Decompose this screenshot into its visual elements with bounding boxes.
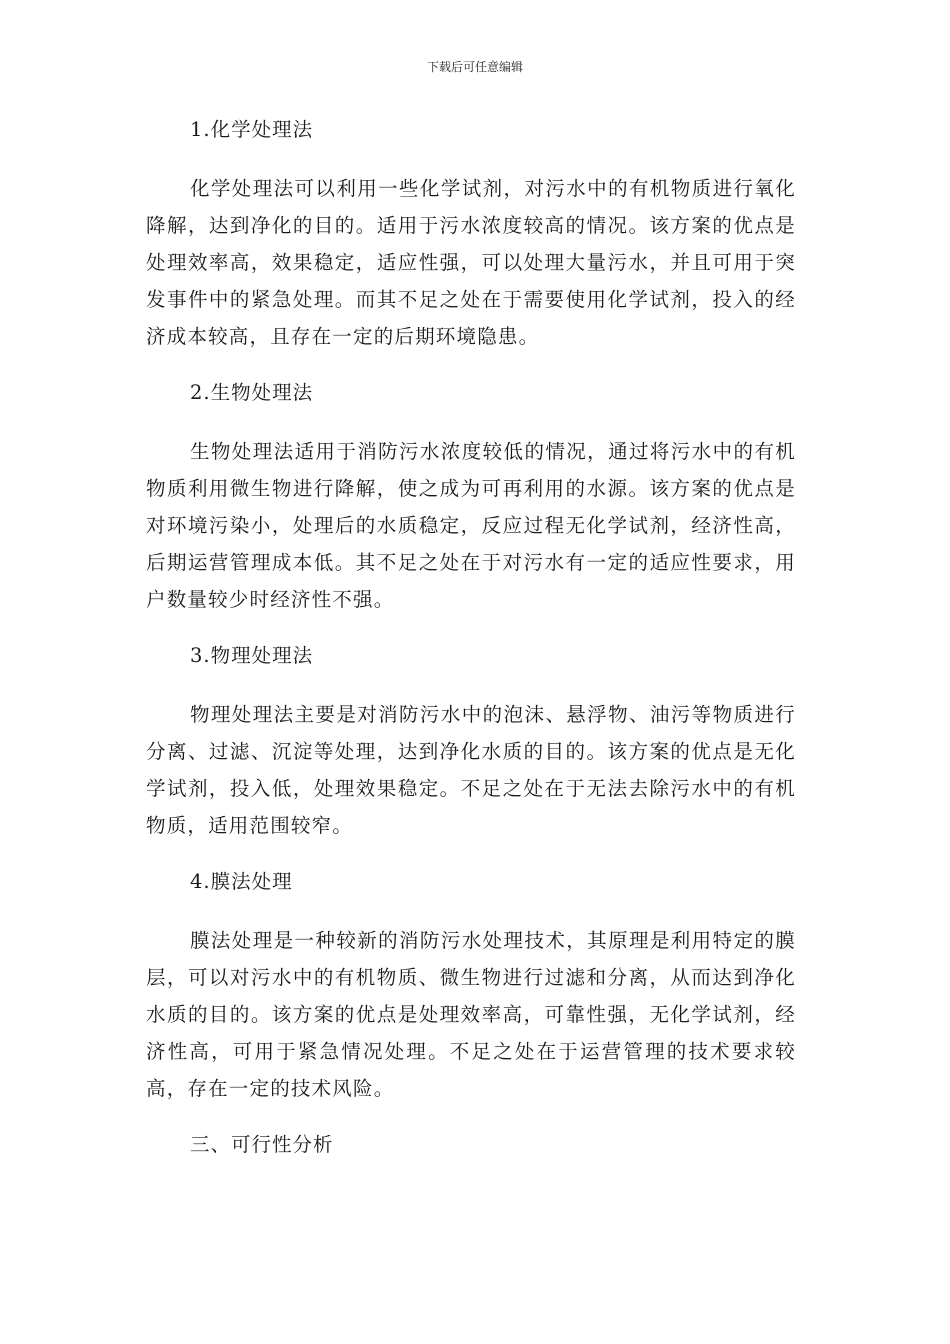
section-heading-biological: 2.生物处理法 <box>190 381 314 404</box>
section-paragraph-biological: 生物处理法适用于消防污水浓度较低的情况，通过将污水中的有机物质利用微生物进行降解，使之成为可再利用的水源。该方案的优点是对环境污染小，处理后的水质稳定，反应过程无化学试剂，经济性高，后期运营管理成本低。其不足之处在于对污水有一定的适应性要求，用户数量较少时经济性不强。 <box>146 440 796 611</box>
section-heading-chemical: 1.化学处理法 <box>190 118 314 141</box>
section-paragraph-physical: 物理处理法主要是对消防污水中的泡沫、悬浮物、油污等物质进行分离、过滤、沉淀等处理，达到净化水质的目的。该方案的优点是无化学试剂，投入低，处理效果稳定。不足之处在于无法去除污水中的有机物质，适用范围较窄。 <box>146 703 796 837</box>
feasibility-analysis-heading: 三、可行性分析 <box>190 1133 334 1156</box>
section-heading-membrane: 4.膜法处理 <box>190 870 293 893</box>
section-heading-physical: 3.物理处理法 <box>190 644 314 667</box>
section-paragraph-chemical: 化学处理法可以利用一些化学试剂，对污水中的有机物质进行氧化降解，达到净化的目的。适用于污水浓度较高的情况。该方案的优点是处理效率高，效果稳定，适应性强，可以处理大量污水，并且可用于突发事件中的紧急处理。而其不足之处在于需要使用化学试剂，投入的经济成本较高，且存在一定的后期环境隐患。 <box>146 177 796 348</box>
page-header-note: 下载后可任意编辑 <box>426 60 523 74</box>
section-paragraph-membrane: 膜法处理是一种较新的消防污水处理技术，其原理是利用特定的膜层，可以对污水中的有机物质、微生物进行过滤和分离，从而达到净化水质的目的。该方案的优点是处理效率高，可靠性强，无化学试剂，经济性高，可用于紧急情况处理。不足之处在于运营管理的技术要求较高，存在一定的技术风险。 <box>146 929 796 1100</box>
document-body <box>146 112 796 1163</box>
